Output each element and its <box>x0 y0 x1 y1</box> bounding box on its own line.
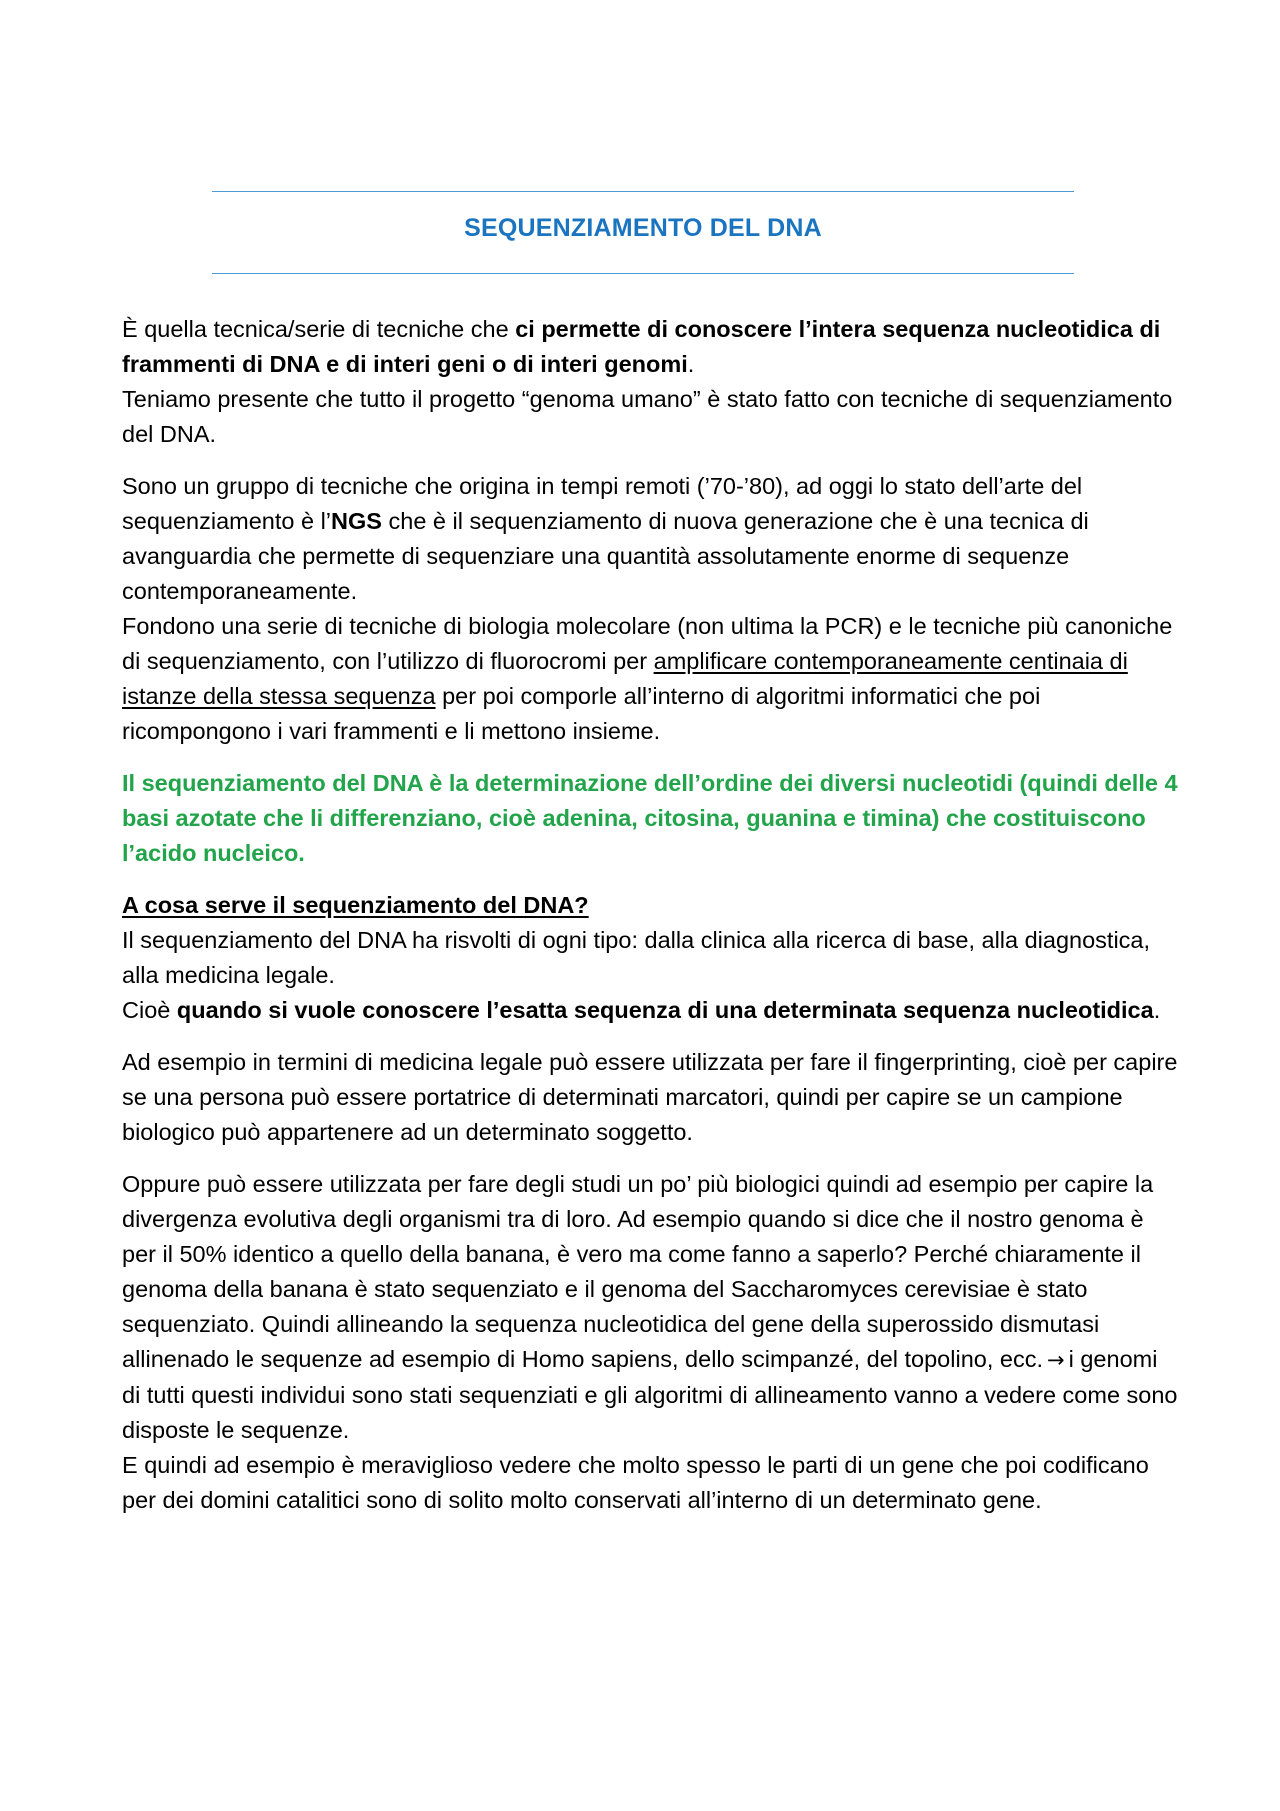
p2-text-d: Fondono una serie di tecniche di biologia molecolare (non ultima la PCR) e le tecniche più canoniche di sequenziamento, con l’utilizzo di fluorocromi per <box>122 613 1173 674</box>
paragraph-definition-green: Il sequenziamento del DNA è la determinazione dell’ordine dei diversi nucleotidi (quindi delle 4 basi azotate che li differenziano, cioè adenina, citosina, guanina e timina) che costituiscono l’acido nucleico. <box>122 770 1178 866</box>
p1-bold: ci permette di conoscere l’intera sequenza nucleotidica di frammenti di DNA e di interi geni o di interi genomi <box>122 316 1161 377</box>
p2-line-techniques <box>122 609 1178 749</box>
paragraph-definition-intro <box>122 312 1178 452</box>
p6-text-c: E quindi ad esempio è meraviglioso vedere che molto spesso le parti di un gene che poi codificano per dei domini catalitici sono di solito molto conservati all’interno di un determinato gene. <box>122 1452 1149 1513</box>
p2-underlined: amplificare contemporaneamente centinaia di istanze della stessa sequenza <box>122 648 1128 709</box>
paragraph-purpose <box>122 888 1178 1028</box>
title-rule-top <box>212 191 1074 192</box>
paragraph-ngs <box>122 469 1178 749</box>
p4-bold: quando si vuole conoscere l’esatta sequenza di una determinata sequenza nucleotidica <box>176 997 1154 1023</box>
document-body <box>122 312 1178 1535</box>
p2-text-f: per poi comporle all’interno di algoritmi informatici che poi ricompongono i vari frammenti e li mettono insieme. <box>122 683 1041 744</box>
page-title: SEQUENZIAMENTO DEL DNA <box>464 214 822 242</box>
title-rule-bottom <box>212 273 1074 274</box>
p4-line-b <box>122 993 1178 1028</box>
p2-ngs-bold: NGS <box>331 508 382 534</box>
p1-text-d: Teniamo presente che tutto il progetto “genoma umano” è stato fatto con tecniche di sequenziamento del DNA. <box>122 386 1173 447</box>
p2-text-c: che è il sequenziamento di nuova generazione che è una tecnica di avanguardia che permette di sequenziare una quantità assolutamente enorme di sequenze contemporaneamente. <box>122 508 1089 604</box>
p6-text-b: i genomi di tutti questi individui sono stati sequenziati e gli algoritmi di allineamento vanno a vedere come sono disposte le sequenze. <box>122 1346 1178 1443</box>
p6-text-a: Oppure può essere utilizzata per fare degli studi un po’ più biologici quindi ad esempio per capire la divergenza evolutiva degli organismi tra di loro. Ad esempio quando si dice che il nostro genoma è per il 50% identico a quello della banana, è vero ma come fanno a saperlo? Perché chiaramente il genoma della banana è stato sequenziato e il genoma del Saccharomyces cerevisiae è stato sequenziato. Quindi allineando la sequenza nucleotidica del gene della superossido dismutasi allinenado le sequenze ad esempio di Homo sapiens, dello scimpanzé, del topolino, ecc. <box>122 1171 1154 1372</box>
paragraph-evolution <box>122 1167 1178 1518</box>
p1-text-c: . <box>687 351 695 377</box>
p4-text-a: Il sequenziamento del DNA ha risvolti di ogni tipo: dalla clinica alla ricerca di base, alla diagnostica, alla medicina legale. <box>122 927 1151 988</box>
section-heading-purpose: A cosa serve il sequenziamento del DNA? <box>122 892 589 918</box>
p4-text-b: Cioè <box>122 997 177 1023</box>
paragraph-forensics: Ad esempio in termini di medicina legale può essere utilizzata per fare il fingerprinting, cioè per capire se una persona può essere portatrice di determinati marcatori, quindi per capire se un campione biologico può appartenere ad un determinato soggetto. <box>122 1049 1178 1145</box>
p4-text-d: . <box>1153 997 1161 1023</box>
p1-text-a: È quella tecnica/serie di tecniche che <box>122 316 516 342</box>
p2-text-a: Sono un gruppo di tecniche che origina in tempi remoti (’70-’80), ad oggi lo stato dell’arte del sequenziamento è l’ <box>122 473 1083 534</box>
right-arrow-icon: → <box>1047 1348 1065 1372</box>
